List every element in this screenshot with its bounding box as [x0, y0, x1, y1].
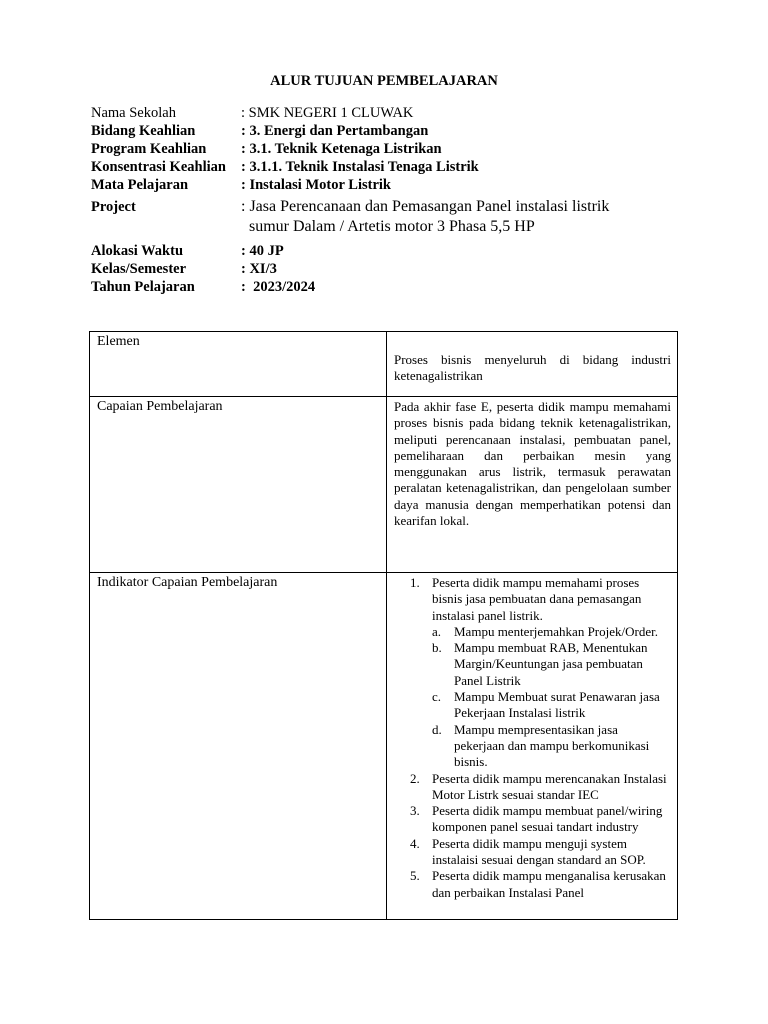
info-label: Mata Pelajaran — [91, 177, 189, 193]
info-label: Kelas/Semester — [91, 261, 187, 277]
info-row-project — [91, 197, 661, 237]
document-title: ALUR TUJUAN PEMBELAJARAN — [270, 73, 498, 89]
table-row-elemen — [90, 332, 678, 397]
table-row-indikator — [90, 573, 678, 920]
capaian-value-cell: Pada akhir fase E, peserta didik mampu memahami proses bisnis pada bidang teknik ketenagalistrikan, meliputi perencanaan instalasi, pembuatan panel, pemeliharaan dan perbaikan mesin yang menggunakan arus listrik, termasuk perawatan peralatan ketenagalistrikan, dan pengelolaan sumber daya manusia dengan memperhatikan potensi dan kearifan lokal. — [387, 397, 678, 573]
info-label: Bidang Keahlian — [91, 123, 196, 139]
list-item — [410, 770, 671, 804]
info-row-program-keahlian — [91, 140, 661, 158]
info-row-nama-sekolah — [91, 104, 661, 122]
sub-list-marker: a. — [432, 623, 442, 639]
sub-list-item — [432, 623, 671, 640]
list-marker: 4. — [410, 835, 420, 851]
list-item-text: Peserta didik mampu membuat panel/wiring komponen panel sesuai tandart industry — [432, 803, 663, 835]
info-label: Project — [91, 199, 136, 215]
info-value: : XI/3 — [241, 261, 277, 277]
info-label: Alokasi Waktu — [91, 243, 184, 259]
list-item — [410, 575, 671, 771]
info-value: : 2023/2024 — [241, 279, 316, 295]
info-value: : 3.1. Teknik Ketenaga Listrikan — [241, 141, 442, 157]
indicator-list — [394, 575, 671, 901]
info-value: : SMK NEGERI 1 CLUWAK — [241, 105, 414, 121]
sub-list-item — [432, 640, 671, 689]
info-row-mata-pelajaran — [91, 176, 661, 194]
project-line-2: sumur Dalam / Artetis motor 3 Phasa 5,5 HP — [249, 218, 535, 235]
indikator-value-cell — [387, 573, 678, 920]
list-item-text: Peserta didik mampu menganalisa kerusakan dan perbaikan Instalasi Panel — [432, 868, 666, 900]
sub-list-item-text: Mampu membuat RAB, Menentukan Margin/Keuntungan jasa pembuatan Panel Listrik — [454, 640, 648, 688]
list-item — [410, 868, 671, 901]
sub-list-item — [432, 689, 671, 722]
list-marker: 3. — [410, 803, 420, 819]
info-value: : 40 JP — [241, 243, 284, 259]
info-label: Tahun Pelajaran — [91, 279, 195, 295]
list-marker: 1. — [410, 575, 420, 590]
info-row-kelas-semester — [91, 260, 661, 278]
info-row-alokasi-waktu — [91, 242, 661, 260]
elemen-text: Proses bisnis menyeluruh di bidang industri ketenagalistrikan — [394, 352, 671, 384]
info-row-bidang-keahlian — [91, 122, 661, 140]
sub-list — [432, 624, 671, 771]
info-value: : 3.1.1. Teknik Instalasi Tenaga Listrik — [241, 159, 479, 175]
indikator-label-cell: Indikator Capaian Pembelajaran — [90, 573, 387, 920]
list-item — [410, 835, 671, 869]
list-item-text: Peserta didik mampu menguji system instalaisi sesuai dengan standard an SOP. — [432, 835, 646, 868]
info-label: Program Keahlian — [91, 141, 207, 157]
info-block — [91, 104, 661, 296]
table-row-capaian — [90, 397, 678, 573]
list-item-text: Peserta didik mampu merencanakan Instalasi Motor Listrk sesuai standar IEC — [432, 770, 667, 802]
sub-list-item — [432, 721, 671, 771]
sub-list-marker: d. — [432, 721, 442, 737]
list-item — [410, 803, 671, 836]
elemen-value-cell — [387, 332, 678, 397]
sub-list-item-text: Mampu mempresentasikan jasa pekerjaan dan mampu berkomunikasi bisnis. — [454, 721, 650, 770]
sub-list-marker: b. — [432, 640, 442, 656]
elemen-label-cell: Elemen — [90, 332, 387, 397]
learning-objectives-table — [89, 331, 678, 920]
list-marker: 5. — [410, 868, 420, 884]
info-label: Nama Sekolah — [91, 105, 176, 121]
sub-list-item-text: Mampu menterjemahkan Projek/Order. — [454, 623, 658, 639]
sub-list-marker: c. — [432, 689, 442, 705]
info-value: : 3. Energi dan Pertambangan — [241, 123, 429, 139]
capaian-label-cell: Capaian Pembelajaran — [90, 397, 387, 573]
info-label: Konsentrasi Keahlian — [91, 159, 226, 175]
info-row-konsentrasi-keahlian — [91, 158, 661, 176]
project-line-1: : Jasa Perencanaan dan Pemasangan Panel instalasi listrik — [241, 198, 610, 215]
list-marker: 2. — [410, 770, 420, 786]
list-item-text: Peserta didik mampu memahami proses bisnis jasa pembuatan dana pemasangan instalasi panel listrik. — [432, 575, 642, 623]
info-value — [241, 197, 661, 237]
info-row-tahun-pelajaran — [91, 278, 661, 296]
sub-list-item-text: Mampu Membuat surat Penawaran jasa Pekerjaan Instalasi listrik — [454, 689, 660, 721]
info-value: : Instalasi Motor Listrik — [241, 177, 391, 193]
